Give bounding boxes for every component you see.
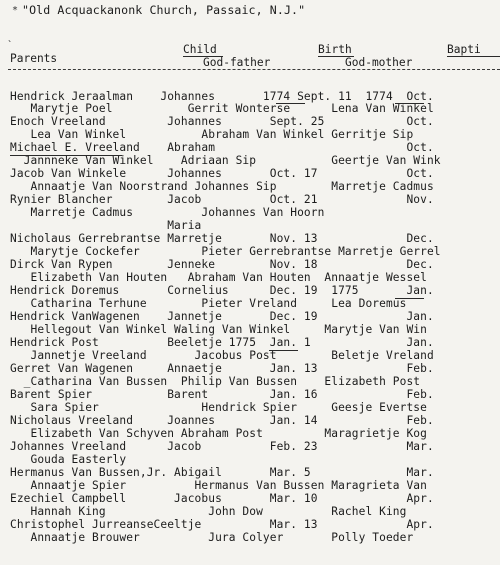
header-birth: Birth	[318, 43, 352, 56]
document-title: "Old Acquackanonk Church, Passaic, N.J."	[22, 3, 306, 17]
record-line: Enoch Vreeland Johannes Sept. 25 Oct.	[10, 115, 434, 128]
record-line: Marretje Cadmus Johannes Van Hoorn	[10, 206, 325, 219]
header-child: Child	[183, 43, 217, 56]
record-line: Hendrick Jeraalman Johannes 1774 Sept. 11 1774 Oct.	[10, 90, 434, 103]
header-underline	[183, 56, 223, 57]
record-line: Annaatje Van Noorstrand Johannes Sip Marretje Cadmus	[10, 180, 434, 193]
header-baptism: Bapti	[447, 43, 481, 56]
year-underline	[395, 103, 424, 104]
record-line: Nicholaus Gerrebrantse Marretje Nov. 13 Dec.	[10, 232, 434, 245]
record-line: Hendrick Post Beeletje 1775 Jan. 1 Jan.	[10, 336, 434, 349]
record-line: Elizabeth Van Schyven Abraham Post Maragrietje Kog	[10, 427, 427, 440]
record-line: _Catharina Van Bussen Philip Van Bussen Elizabeth Post	[10, 375, 421, 388]
margin-mark: *	[12, 5, 19, 16]
record-line: Catharina Terhune Pieter Vreland Lea Doremus	[10, 297, 407, 310]
header-godmother: God-mother	[345, 56, 413, 69]
record-line: Maria	[10, 219, 202, 232]
record-line: Sara Spier Hendrick Spier Geesje Evertse	[10, 401, 427, 414]
record-line: Hellegout Van Winkel Waling Van Winkel Marytje Van Win	[10, 323, 427, 336]
record-line: Nicholaus Vreeland Joannes Jan. 14 Feb.	[10, 414, 434, 427]
record-line: Hendrick VanWagenen Jannetje Dec. 19 Jan.	[10, 310, 434, 323]
record-line: Johannes Vreeland Jacob Feb. 23 Mar.	[10, 440, 434, 453]
record-line: Gouda Easterly	[10, 453, 127, 466]
year-underline	[395, 298, 424, 299]
record-line: Lea Van Winkel Abraham Van Winkel Gerritje Sip	[10, 128, 414, 141]
record-line: Jannneke Van Winkel Adriaan Sip Geertje Van Wink	[10, 154, 441, 167]
header-underline	[447, 56, 500, 57]
record-line: Rynier Blancher Jacob Oct. 21 Nov.	[10, 193, 434, 206]
record-line: Michael E. Vreeland Abraham Oct.	[10, 141, 434, 154]
record-line: Gerret Van Wagenen Annaetje Jan. 13 Feb.	[10, 362, 434, 375]
record-line: Elizabeth Van Houten Abraham Van Houten Annaatje Wessel	[10, 271, 427, 284]
header-underline	[318, 56, 354, 57]
record-line: Marytje Cockefer Pieter Gerrebrantse Marretje Gerrel	[10, 245, 441, 258]
record-line: Marytje Poel Gerrit Wonterse Lena Van Winkel	[10, 102, 434, 115]
record-line: Jannetje Vreeland Jacobus Post Beletje Vreland	[10, 349, 434, 362]
year-underline	[269, 350, 298, 351]
record-line: Dirck Van Rypen Jenneke Nov. 18 Dec.	[10, 258, 434, 271]
margin-mark: `	[7, 40, 14, 51]
record-line: Hannah King John Dow Rachel King	[10, 505, 407, 518]
strikethrough	[10, 155, 122, 156]
record-line: Jacob Van Winkele Johannes Oct. 17 Oct.	[10, 167, 434, 180]
header-parents: Parents	[10, 52, 58, 65]
record-line: Ezechiel Campbell Jacobus Mar. 10 Apr.	[10, 492, 434, 505]
record-line: Christophel JurreanseCeeltje Mar. 13 Apr.	[10, 518, 434, 531]
record-line: Annaatje Spier Hermanus Van Bussen Maragrieta Van	[10, 479, 427, 492]
year-underline	[276, 103, 305, 104]
record-line: Hendrick Doremus Cornelius Dec. 19 1775 Jan.	[10, 284, 434, 297]
record-line: Annaatje Brouwer Jura Colyer Polly Toeder	[10, 531, 414, 544]
record-line: Hermanus Van Bussen,Jr. Abigail Mar. 5 Mar.	[10, 466, 434, 479]
header-godfather: God-father	[203, 56, 271, 69]
header-rule	[8, 69, 500, 70]
record-line: Barent Spier Barent Jan. 16 Feb.	[10, 388, 434, 401]
